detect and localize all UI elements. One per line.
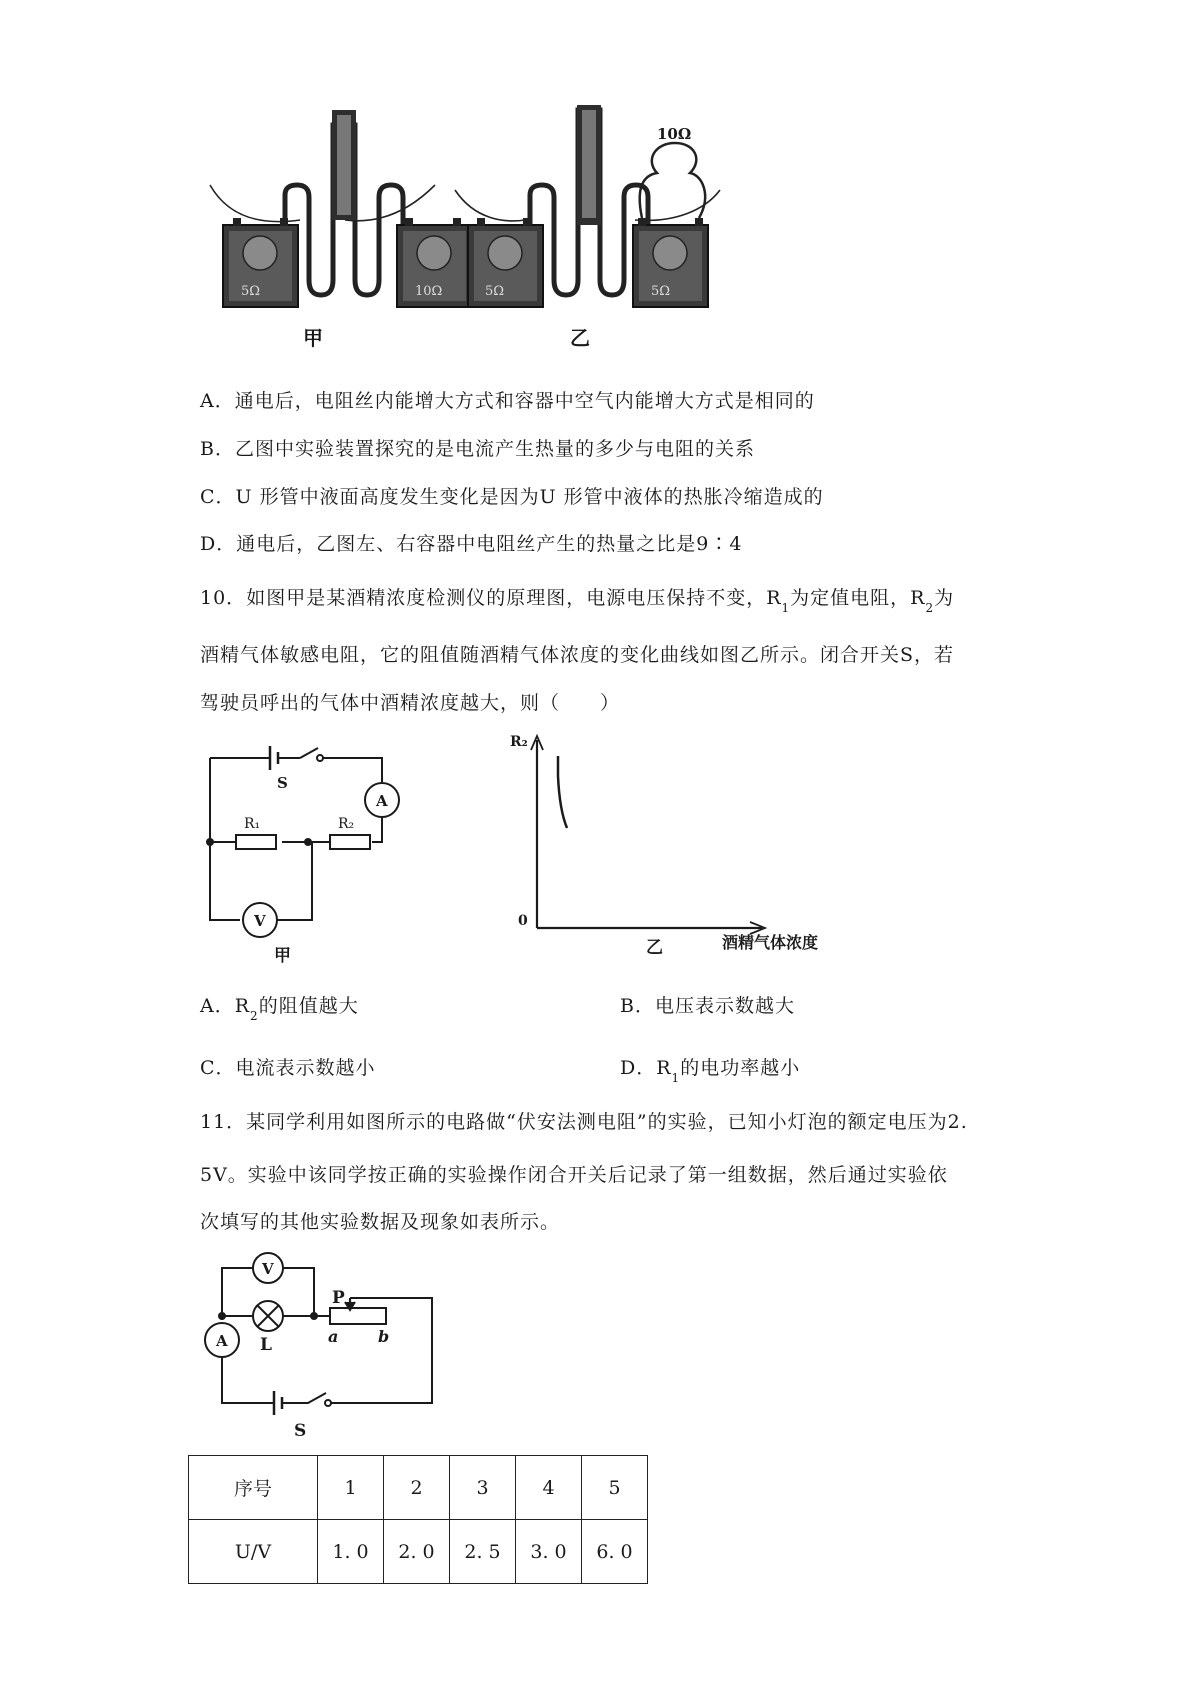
q10-option-c-letter: C． — [200, 1057, 236, 1079]
q9-option-d-text: 通电后，乙图左、右容器中电阻丝产生的热量之比是9∶4 — [236, 533, 743, 555]
q10-r1-label: R₁ — [244, 816, 261, 832]
q11-stem-line3: 次填写的其他实验数据及现象如表所示。 — [200, 1211, 561, 1233]
table-row — [189, 1520, 648, 1584]
apparatus-jia — [210, 110, 472, 350]
table-cell: 序号 — [189, 1456, 318, 1520]
q9-option-b-letter: B． — [200, 438, 235, 460]
apparatus-yi — [455, 105, 720, 350]
q10-r2-symbol: R — [910, 587, 926, 609]
graph-origin-label: 0 — [518, 913, 528, 929]
q9-option-d[interactable] — [200, 529, 742, 556]
q10-option-a[interactable] — [200, 991, 359, 1023]
q9-option-b-text: 乙图中实验装置探究的是电流产生热量的多少与电阻的关系 — [234, 438, 755, 460]
q11-ammeter-label: A — [216, 1332, 228, 1350]
q10-number: 10． — [200, 587, 247, 609]
graph-figure-label: 乙 — [646, 938, 663, 958]
q9-option-c-letter: C． — [200, 486, 236, 508]
table-row — [189, 1456, 648, 1520]
graph-y-axis-label: R₂ — [510, 734, 528, 750]
table-cell: 1 — [318, 1456, 384, 1520]
q9-option-a-letter: A． — [200, 390, 235, 412]
q10-stem-line3: 驾驶员呼出的气体中酒精浓度越大，则（ ） — [200, 692, 621, 714]
table-cell: 3. 0 — [516, 1520, 582, 1584]
q10-switch-label: S — [277, 774, 288, 792]
table-cell: 6. 0 — [582, 1520, 648, 1584]
yi-right-resistor-label: 5Ω — [651, 284, 671, 299]
q11-lamp-label: L — [260, 1335, 272, 1355]
yi-figure-label: 乙 — [570, 326, 590, 350]
q10-line1-part-b: 为定值电阻， — [790, 587, 911, 609]
q10-line1-part-a: 如图甲是某酒精浓度检测仪的原理图，电源电压保持不变， — [246, 587, 767, 609]
q10-option-a-sub: 2 — [250, 1009, 259, 1023]
q10-option-a-text: 的阻值越大 — [258, 995, 359, 1017]
q10-option-b-text: 电压表示数越大 — [654, 995, 795, 1017]
table-cell: 2. 5 — [450, 1520, 516, 1584]
q11-terminal-b-label: b — [378, 1327, 390, 1346]
q10-option-d-var: R — [656, 1057, 672, 1079]
q10-option-d-sub: 1 — [671, 1071, 681, 1085]
q11-data-table — [188, 1455, 648, 1584]
q10-voltmeter-label: V — [254, 912, 266, 930]
table-cell: 4 — [516, 1456, 582, 1520]
q10-option-d-letter: D． — [620, 1057, 657, 1079]
q10-circuit-diagram — [200, 740, 415, 965]
q10-option-b-letter: B． — [620, 995, 655, 1017]
table-cell: 5 — [582, 1456, 648, 1520]
yi-left-resistor-label: 5Ω — [485, 284, 505, 299]
q10-option-a-var: R — [234, 995, 251, 1017]
resistance-curve — [558, 756, 567, 828]
q10-option-c[interactable] — [200, 1053, 376, 1080]
q10-r2-label: R₂ — [338, 816, 355, 832]
table-cell: 1. 0 — [318, 1520, 384, 1584]
q10-option-d[interactable] — [620, 1053, 800, 1085]
table-cell: 3 — [450, 1456, 516, 1520]
q11-switch-label: S — [294, 1421, 307, 1441]
q9-option-d-letter: D． — [200, 533, 237, 555]
table-cell: 2. 0 — [384, 1520, 450, 1584]
q11-stem-line1: 11．某同学利用如图所示的电路做“伏安法测电阻”的实验，已知小灯泡的额定电压为2. — [200, 1111, 968, 1133]
q10-ammeter-label: A — [376, 792, 388, 810]
joule-apparatus-figure — [205, 105, 765, 355]
table-cell: U/V — [189, 1520, 318, 1584]
q9-option-c[interactable] — [200, 482, 824, 509]
q10-r2-subscript: 2 — [925, 601, 935, 615]
graph-x-axis-label: 酒精气体浓度 — [722, 933, 819, 952]
q9-option-a[interactable] — [200, 386, 815, 413]
q9-option-b[interactable] — [200, 434, 755, 461]
q10-option-a-letter: A． — [200, 995, 235, 1017]
q10-option-c-text: 电流表示数越小 — [235, 1057, 376, 1079]
jia-figure-label: 甲 — [303, 326, 323, 350]
q10-stem-line2: 酒精气体敏感电阻，它的阻值随酒精气体浓度的变化曲线如图乙所示。闭合开关S，若 — [200, 644, 955, 666]
jia-left-resistor-label: 5Ω — [241, 284, 261, 299]
q10-stem-line1 — [200, 583, 954, 615]
q11-terminal-a-label: a — [328, 1327, 339, 1346]
q11-slider-label: P — [332, 1288, 345, 1308]
q9-option-a-text: 通电后，电阻丝内能增大方式和容器中空气内能增大方式是相同的 — [234, 390, 815, 412]
q10-resistance-graph — [510, 728, 840, 960]
q9-option-c-text: U 形管中液面高度发生变化是因为U 形管中液体的热胀冷缩造成的 — [235, 486, 824, 508]
q11-voltmeter-label: V — [262, 1260, 274, 1278]
q10-r1-symbol: R — [766, 587, 782, 609]
yi-external-resistor-label: 10Ω — [657, 125, 692, 143]
q10-option-d-text: 的电功率越小 — [680, 1057, 801, 1079]
q10-option-b[interactable] — [620, 991, 795, 1018]
table-cell: 2 — [384, 1456, 450, 1520]
q10-circuit-figure-label: 甲 — [274, 946, 291, 966]
q10-line1-part-c: 为 — [934, 587, 955, 609]
q11-circuit-diagram — [200, 1248, 445, 1448]
jia-right-resistor-label: 10Ω — [415, 284, 443, 299]
q10-r1-subscript: 1 — [781, 601, 791, 615]
q11-stem-line2: 5V。实验中该同学按正确的实验操作闭合开关后记录了第一组数据，然后通过实验依 — [200, 1164, 948, 1186]
